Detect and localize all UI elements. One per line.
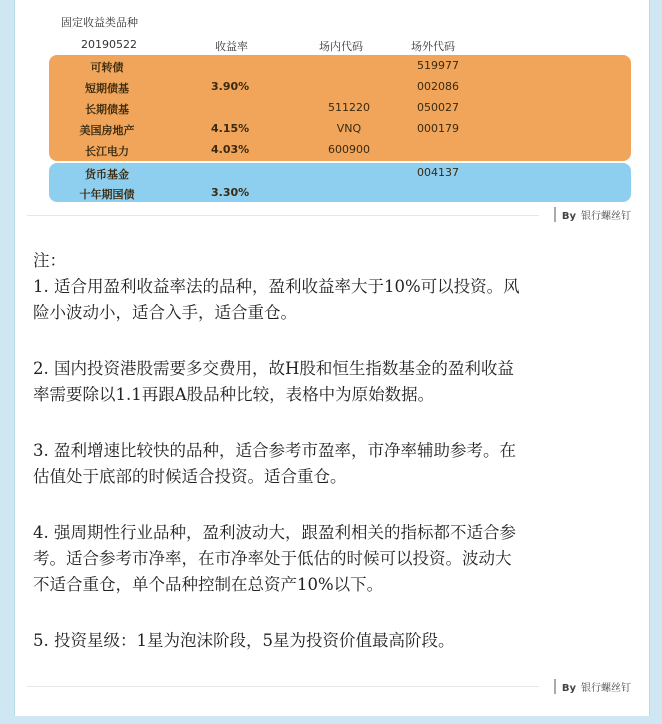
row-rate: 3.30%	[211, 186, 250, 199]
note-line: 4. 强周期性行业品种，盈利波动大，跟盈利相关的指标都不适合参	[33, 523, 516, 542]
note-line: 2. 国内投资港股需要多交费用，故H股和恒生指数基金的盈利收益	[33, 359, 514, 378]
table-row	[15, 56, 649, 76]
row-name: 美国房地产	[79, 124, 135, 137]
row-rate: 4.03%	[211, 143, 250, 156]
note-line: 估值处于底部的时候适合投资。适合重仓。	[33, 467, 347, 486]
row-outside-code: 000179	[417, 122, 459, 135]
signature-by: By	[561, 211, 576, 222]
row-outside-code: 519977	[417, 59, 459, 72]
row-outside-code: 004137	[417, 166, 459, 179]
row-name: 长江电力	[85, 145, 129, 158]
note-line: 险小波动小，适合入手，适合重仓。	[33, 303, 297, 322]
header-rate: 收益率	[215, 40, 248, 53]
row-name: 可转债	[90, 61, 124, 74]
table-row	[15, 119, 649, 139]
header-inside-code: 场内代码	[319, 40, 363, 53]
row-name: 货币基金	[85, 168, 129, 181]
signature-name: 银行螺丝钉	[581, 211, 631, 222]
note-line: 不适合重仓，单个品种控制在总资产10%以下。	[33, 575, 384, 594]
row-inside-code: VNQ	[336, 122, 362, 135]
row-outside-code: 002086	[417, 80, 459, 93]
note-line: 1. 适合用盈利收益率法的品种，盈利收益率大于10%可以投资。风	[33, 277, 520, 296]
signature-name: 银行螺丝钉	[581, 683, 631, 694]
note-line: 率需要除以1.1再跟A股品种比较，表格中为原始数据。	[33, 385, 435, 404]
signature	[554, 679, 631, 694]
signature-by: By	[561, 683, 576, 694]
row-inside-code: 511220	[328, 101, 370, 114]
row-rate: 3.90%	[211, 80, 250, 93]
row-rate: 4.15%	[211, 122, 250, 135]
row-name: 长期债基	[85, 103, 129, 116]
fixed-income-table	[15, 0, 649, 226]
table-row	[15, 183, 649, 203]
header-outside-code: 场外代码	[411, 40, 455, 53]
note-line: 3. 盈利增速比较快的品种，适合参考市盈率，市净率辅助参考。在	[33, 441, 516, 460]
note-line: 考。适合参考市净率，在市净率处于低估的时候可以投资。波动大	[33, 549, 512, 568]
notes-section	[33, 248, 633, 654]
table-row	[15, 140, 649, 160]
row-outside-code: 050027	[417, 101, 459, 114]
header-date: 20190522	[81, 38, 137, 51]
content-card	[14, 0, 650, 716]
divider	[27, 686, 539, 687]
row-inside-code: 600900	[328, 143, 370, 156]
divider	[27, 215, 539, 216]
table-row	[15, 163, 649, 183]
signature	[554, 207, 631, 222]
table-row	[15, 77, 649, 97]
row-name: 短期债基	[85, 82, 129, 95]
table-row	[15, 98, 649, 118]
row-name: 十年期国债	[79, 188, 135, 201]
table-title: 固定收益类品种	[61, 16, 138, 29]
notes-heading: 注：	[33, 251, 66, 270]
note-line: 5. 投资星级：1星为泡沫阶段，5星为投资价值最高阶段。	[33, 631, 455, 650]
